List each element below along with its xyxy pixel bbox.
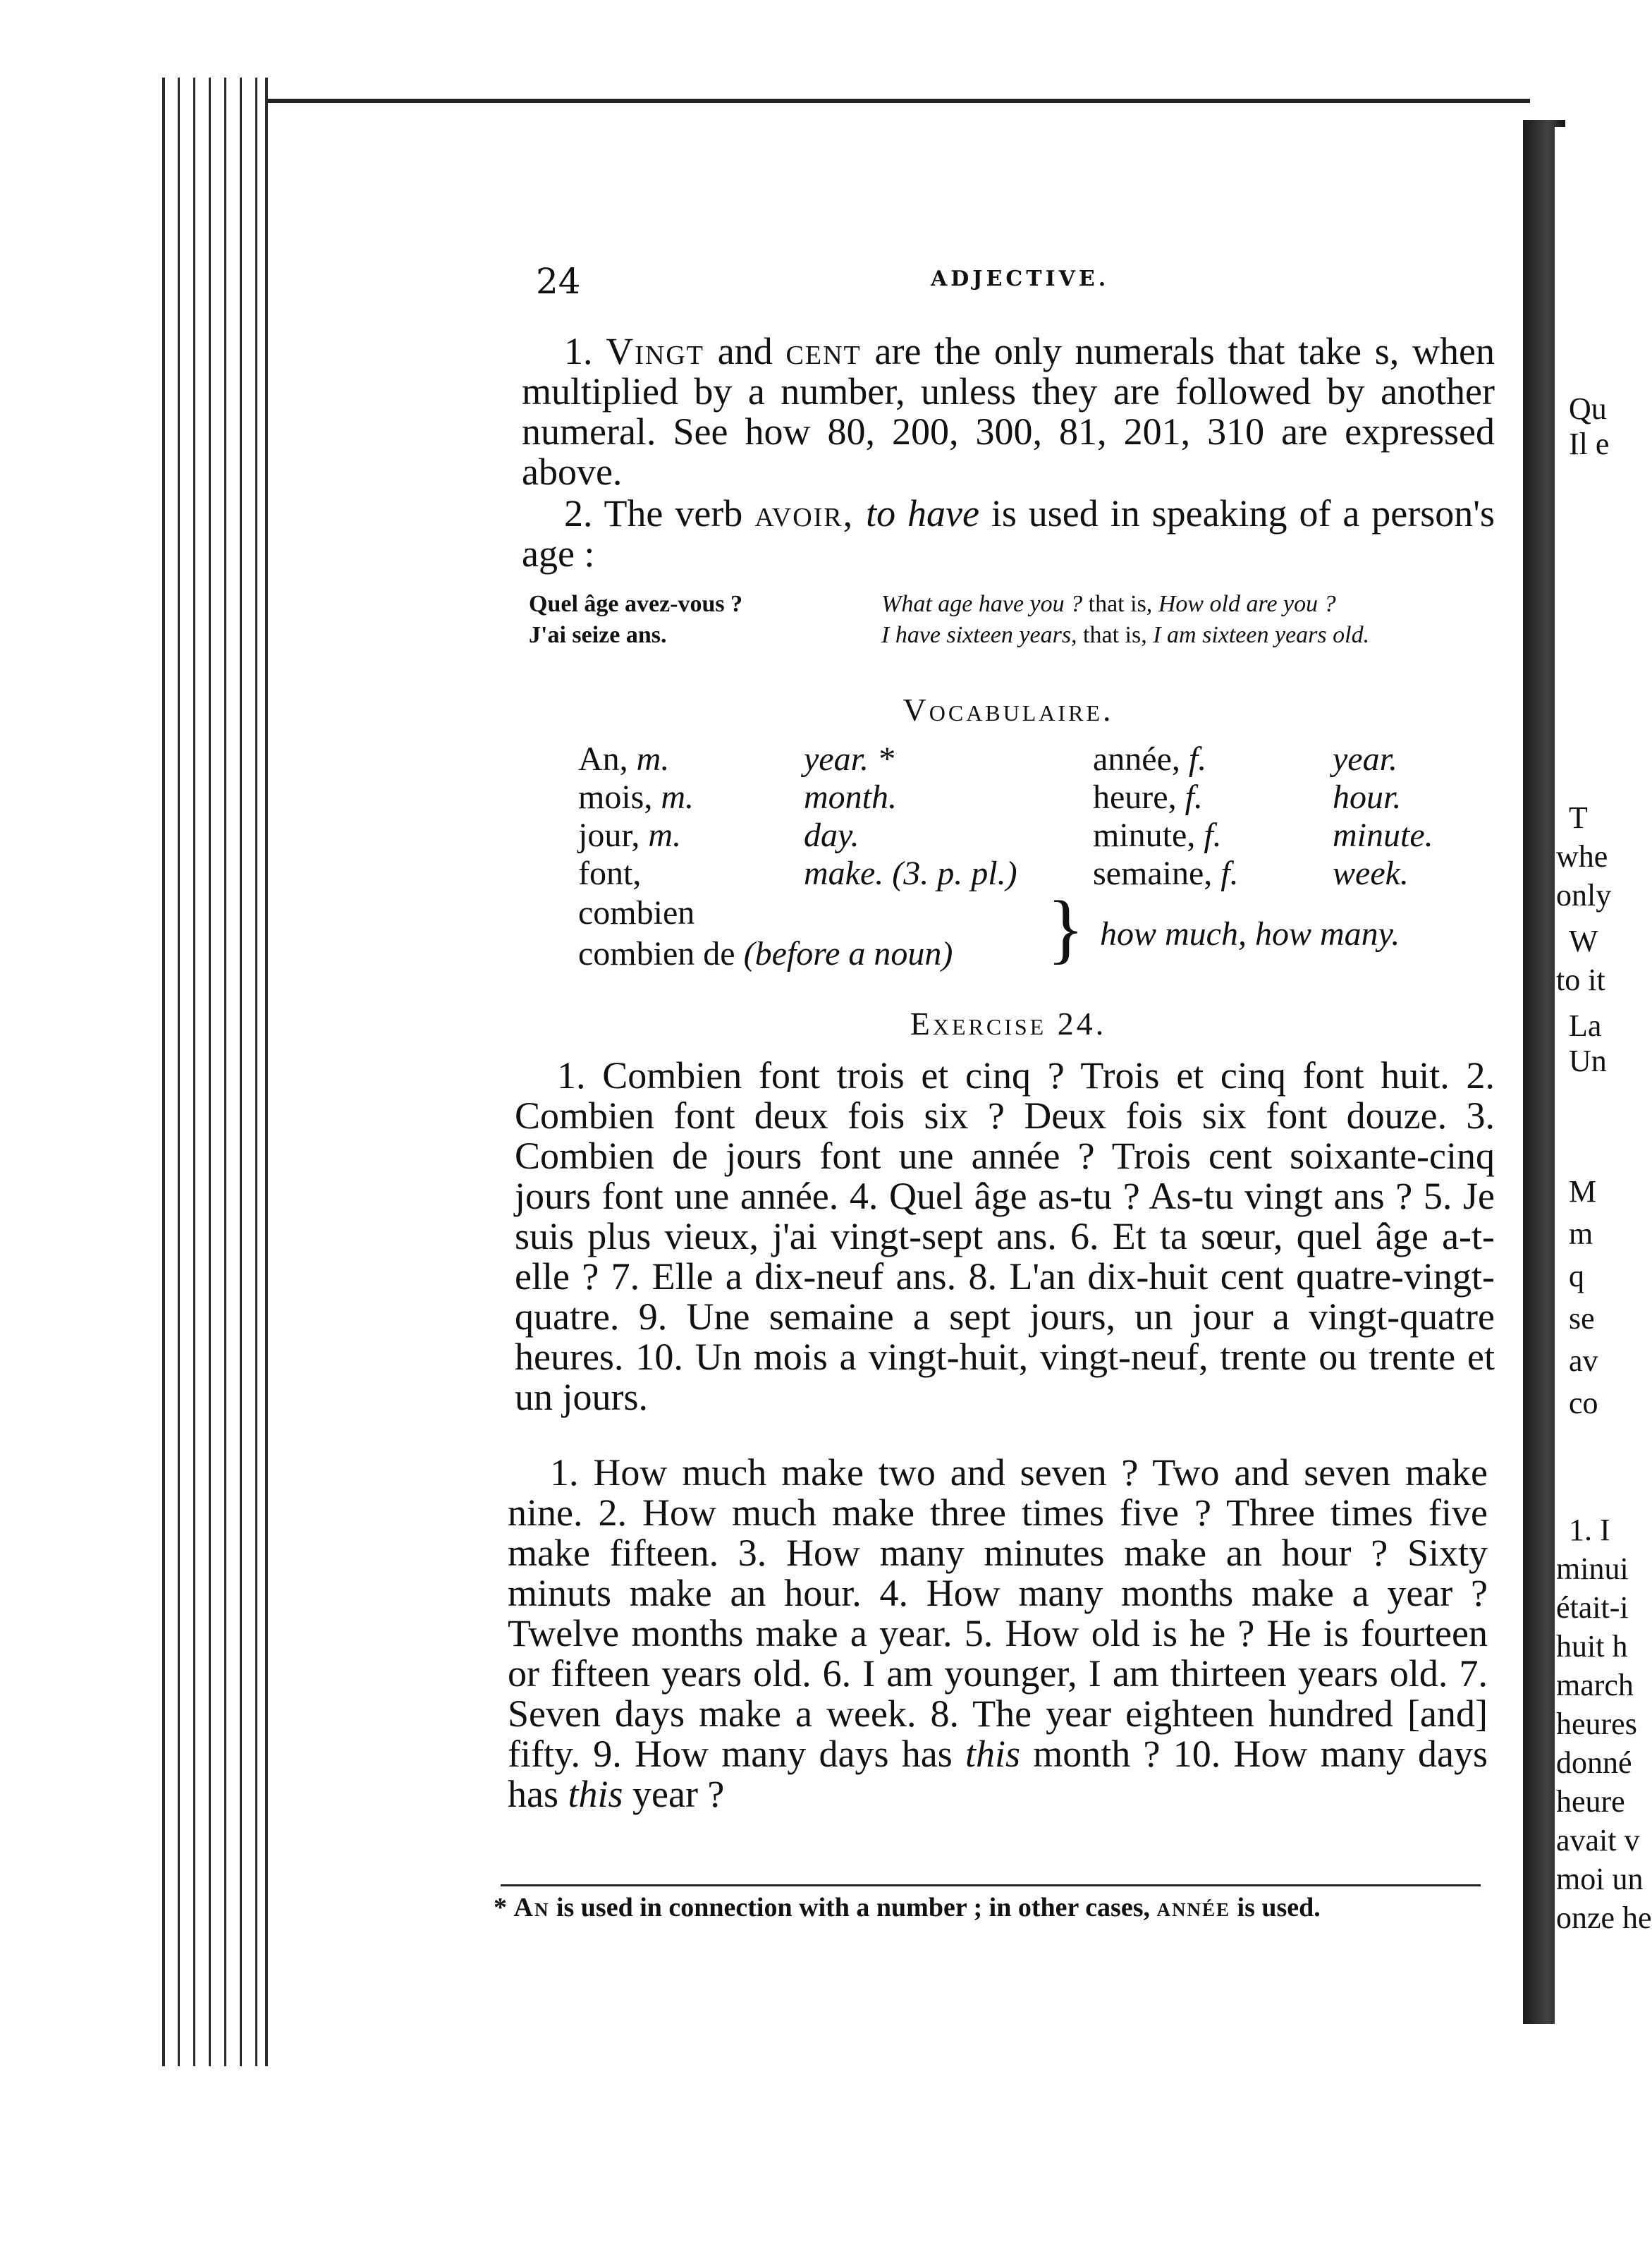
vocab-french: font, [578, 855, 642, 892]
next-page-line: avait v [1556, 1823, 1640, 1857]
rule-number: 2. The verb [564, 492, 743, 535]
vocab-meaning: minute. [1333, 817, 1433, 854]
next-page-line: M [1569, 1174, 1597, 1209]
vocab-row [578, 779, 1433, 817]
vocab-note: (before a noun) [743, 935, 953, 972]
exercise-section [522, 1005, 1495, 1042]
example-french: J'ai seize ans. [529, 622, 667, 648]
book-page-edges [162, 78, 268, 2066]
vocab-word [1093, 855, 1333, 893]
example-row [529, 589, 1509, 620]
next-page-line: heures [1556, 1707, 1637, 1741]
next-page-line: W [1569, 924, 1598, 958]
next-page-line: était-i [1556, 1590, 1629, 1625]
next-page-line: only [1556, 878, 1612, 913]
vocab-meaning: hour. [1333, 779, 1402, 816]
combien-entry [578, 885, 1495, 977]
rule-1-paragraph [522, 331, 1495, 492]
vocab-french: semaine, [1093, 855, 1221, 892]
next-page-line: heure [1556, 1784, 1625, 1819]
vocab-row [578, 817, 1433, 855]
exercise-french-text: 1. Combien font trois et cinq ? Trois et cinq font huit. 2. Combien font deux fois six ? Deux fois six font douze. 3. Combien de jours font une année ? Trois cent soixante-cinq jours font une année. 4. Quel âge as-tu ? As-tu vingt ans ? 5. Je suis plus vieux, j'ai vingt-sept ans. 6. Et ta sœur, quel âge a-t-elle ? 7. Elle a dix-neuf ans. 8. L'an dix-huit cent quatre-vingt-quatre. 9. Une semaine a sept jours, un jour a vingt-quatre heures. 10. Un mois a vingt-huit, vingt-neuf, trente ou trente et un jours. [515, 1054, 1495, 1418]
exercise-english-text [508, 1453, 1488, 1814]
footnote [494, 1890, 1481, 1925]
exercise-english [508, 1453, 1488, 1814]
example-literal: I have sixteen years, [881, 622, 1077, 648]
vocabulary-section [522, 691, 1495, 728]
next-page-line: minui [1556, 1551, 1629, 1586]
rule-number: 1. [564, 330, 593, 372]
exercise-english-part: month ? 10. How many days has [508, 1733, 1488, 1815]
vocab-word [578, 740, 804, 779]
vocab-combien: combien [578, 894, 695, 932]
next-page-line: av [1569, 1343, 1598, 1378]
rule-1-text: are the only numerals that take s, when multiplied by a number, unless they are followed by another numeral. See how 80, 200, 300, 81, 201, 310 are expressed above. [522, 330, 1495, 493]
emphasis: this [568, 1773, 623, 1815]
next-page-line: 1. I [1569, 1513, 1610, 1547]
vocab-word [1093, 779, 1333, 817]
rule-1 [522, 331, 1495, 492]
footnote-text: is used in connection with a number ; in other cases, [549, 1893, 1157, 1922]
term-cent: cent [785, 330, 862, 372]
rule-2-paragraph [522, 494, 1495, 574]
vocab-word [578, 779, 804, 817]
vocab-word [1093, 817, 1333, 855]
term-avoir: avoir, [754, 492, 855, 535]
example-idiomatic: I am sixteen years old. [1153, 622, 1370, 648]
vocab-meaning: how much, how many. [1100, 915, 1400, 953]
vocab-meaning: week. [1333, 855, 1409, 892]
vocab-gender: f. [1185, 779, 1203, 816]
example-english [881, 620, 1509, 651]
next-page-line: donné [1556, 1745, 1632, 1780]
vocabulary-table [578, 740, 1433, 893]
next-page-line: se [1569, 1301, 1595, 1336]
rule-2 [522, 494, 1495, 574]
next-page-line: Il e [1569, 427, 1610, 461]
vocab-french: heure, [1093, 779, 1185, 816]
vocab-french: jour, [578, 817, 649, 854]
next-page-line: co [1569, 1386, 1598, 1420]
page-header [536, 261, 1509, 303]
vocab-brace: } [1047, 885, 1084, 971]
example-connector: that is, [1077, 622, 1154, 648]
vocab-gender: f. [1220, 855, 1239, 892]
rule-2-text: is used in speaking of a person's age : [522, 492, 1495, 575]
next-page-line: moi un [1556, 1862, 1644, 1896]
next-page-line: T [1569, 800, 1588, 835]
vocab-word [1093, 740, 1333, 779]
vocab-french: An, [578, 740, 637, 778]
next-page-line: march [1556, 1668, 1634, 1702]
example-literal: What age have you ? [881, 591, 1083, 617]
term-an: An [513, 1893, 550, 1922]
vocab-meaning: year. * [804, 740, 894, 778]
vocab-french: mois, [578, 779, 661, 816]
next-page-line: whe [1556, 839, 1608, 874]
next-page-line: La [1569, 1008, 1602, 1043]
next-page-line: q [1569, 1259, 1584, 1293]
vocab-word [578, 817, 804, 855]
vocab-french: année, [1093, 740, 1189, 778]
vocab-gender: f. [1188, 740, 1207, 778]
exercise-heading: Exercise 24. [910, 1006, 1107, 1042]
exercise-french [515, 1056, 1495, 1417]
next-page-line: onze he [1556, 1901, 1652, 1935]
vocab-gender: m. [648, 817, 682, 854]
next-page-line: to it [1556, 963, 1605, 997]
term-to-have: to have [866, 492, 979, 535]
next-page-line: huit h [1556, 1629, 1628, 1664]
footnote-rule [501, 1884, 1481, 1886]
term-annee: année [1156, 1893, 1231, 1922]
vocab-gender: m. [661, 779, 695, 816]
page-number: 24 [536, 261, 581, 302]
vocab-meaning: make. (3. p. pl.) [804, 855, 1017, 892]
vocab-french: combien de [578, 935, 735, 972]
next-page-line: Un [1569, 1044, 1607, 1078]
vocab-gender: m. [636, 740, 670, 778]
vocab-word [578, 855, 804, 893]
conjunction: and [717, 330, 773, 372]
running-head: ADJECTIVE. [931, 267, 1110, 291]
vocabulary-heading: Vocabulaire. [903, 692, 1114, 728]
vocab-row [578, 855, 1433, 893]
exercise-english-part: year ? [623, 1773, 725, 1815]
example-idiomatic: How old are you ? [1158, 591, 1336, 617]
vocab-row [578, 740, 1433, 779]
age-examples [529, 589, 1509, 651]
example-row [529, 620, 1509, 651]
emphasis: this [965, 1733, 1020, 1775]
footnote-marker: * [494, 1893, 514, 1922]
next-page-line: m [1569, 1216, 1593, 1251]
footnote-text: is used. [1230, 1893, 1321, 1922]
example-french: Quel âge avez-vous ? [529, 591, 743, 617]
example-english [881, 589, 1509, 620]
next-page-fragment [1555, 127, 1652, 2059]
vocabulary-list [578, 740, 1495, 977]
vocab-meaning: day. [804, 817, 859, 854]
vocab-french: minute, [1093, 817, 1204, 854]
next-page-line: Qu [1569, 391, 1607, 426]
vocab-gender: f. [1204, 817, 1222, 854]
exercise-english-part: 1. How much make two and seven ? Two and seven make nine. 2. How much make three times five ? Three times five make fifteen. 3. How many minutes make an hour ? Sixty minuts make an hour. 4. How many months make a year ? Twelve months make a year. 5. How old is he ? He is fourteen or fifteen years old. 6. I am younger, I am thirteen years old. 7. Seven days make a week. 8. The year eighteen hundred [and] fifty. 9. How many days has [508, 1451, 1488, 1775]
vocab-meaning: year. [1333, 740, 1397, 778]
term-vingt: Vingt [606, 330, 705, 372]
vocab-meaning: month. [804, 779, 897, 816]
example-connector: that is, [1082, 591, 1158, 617]
